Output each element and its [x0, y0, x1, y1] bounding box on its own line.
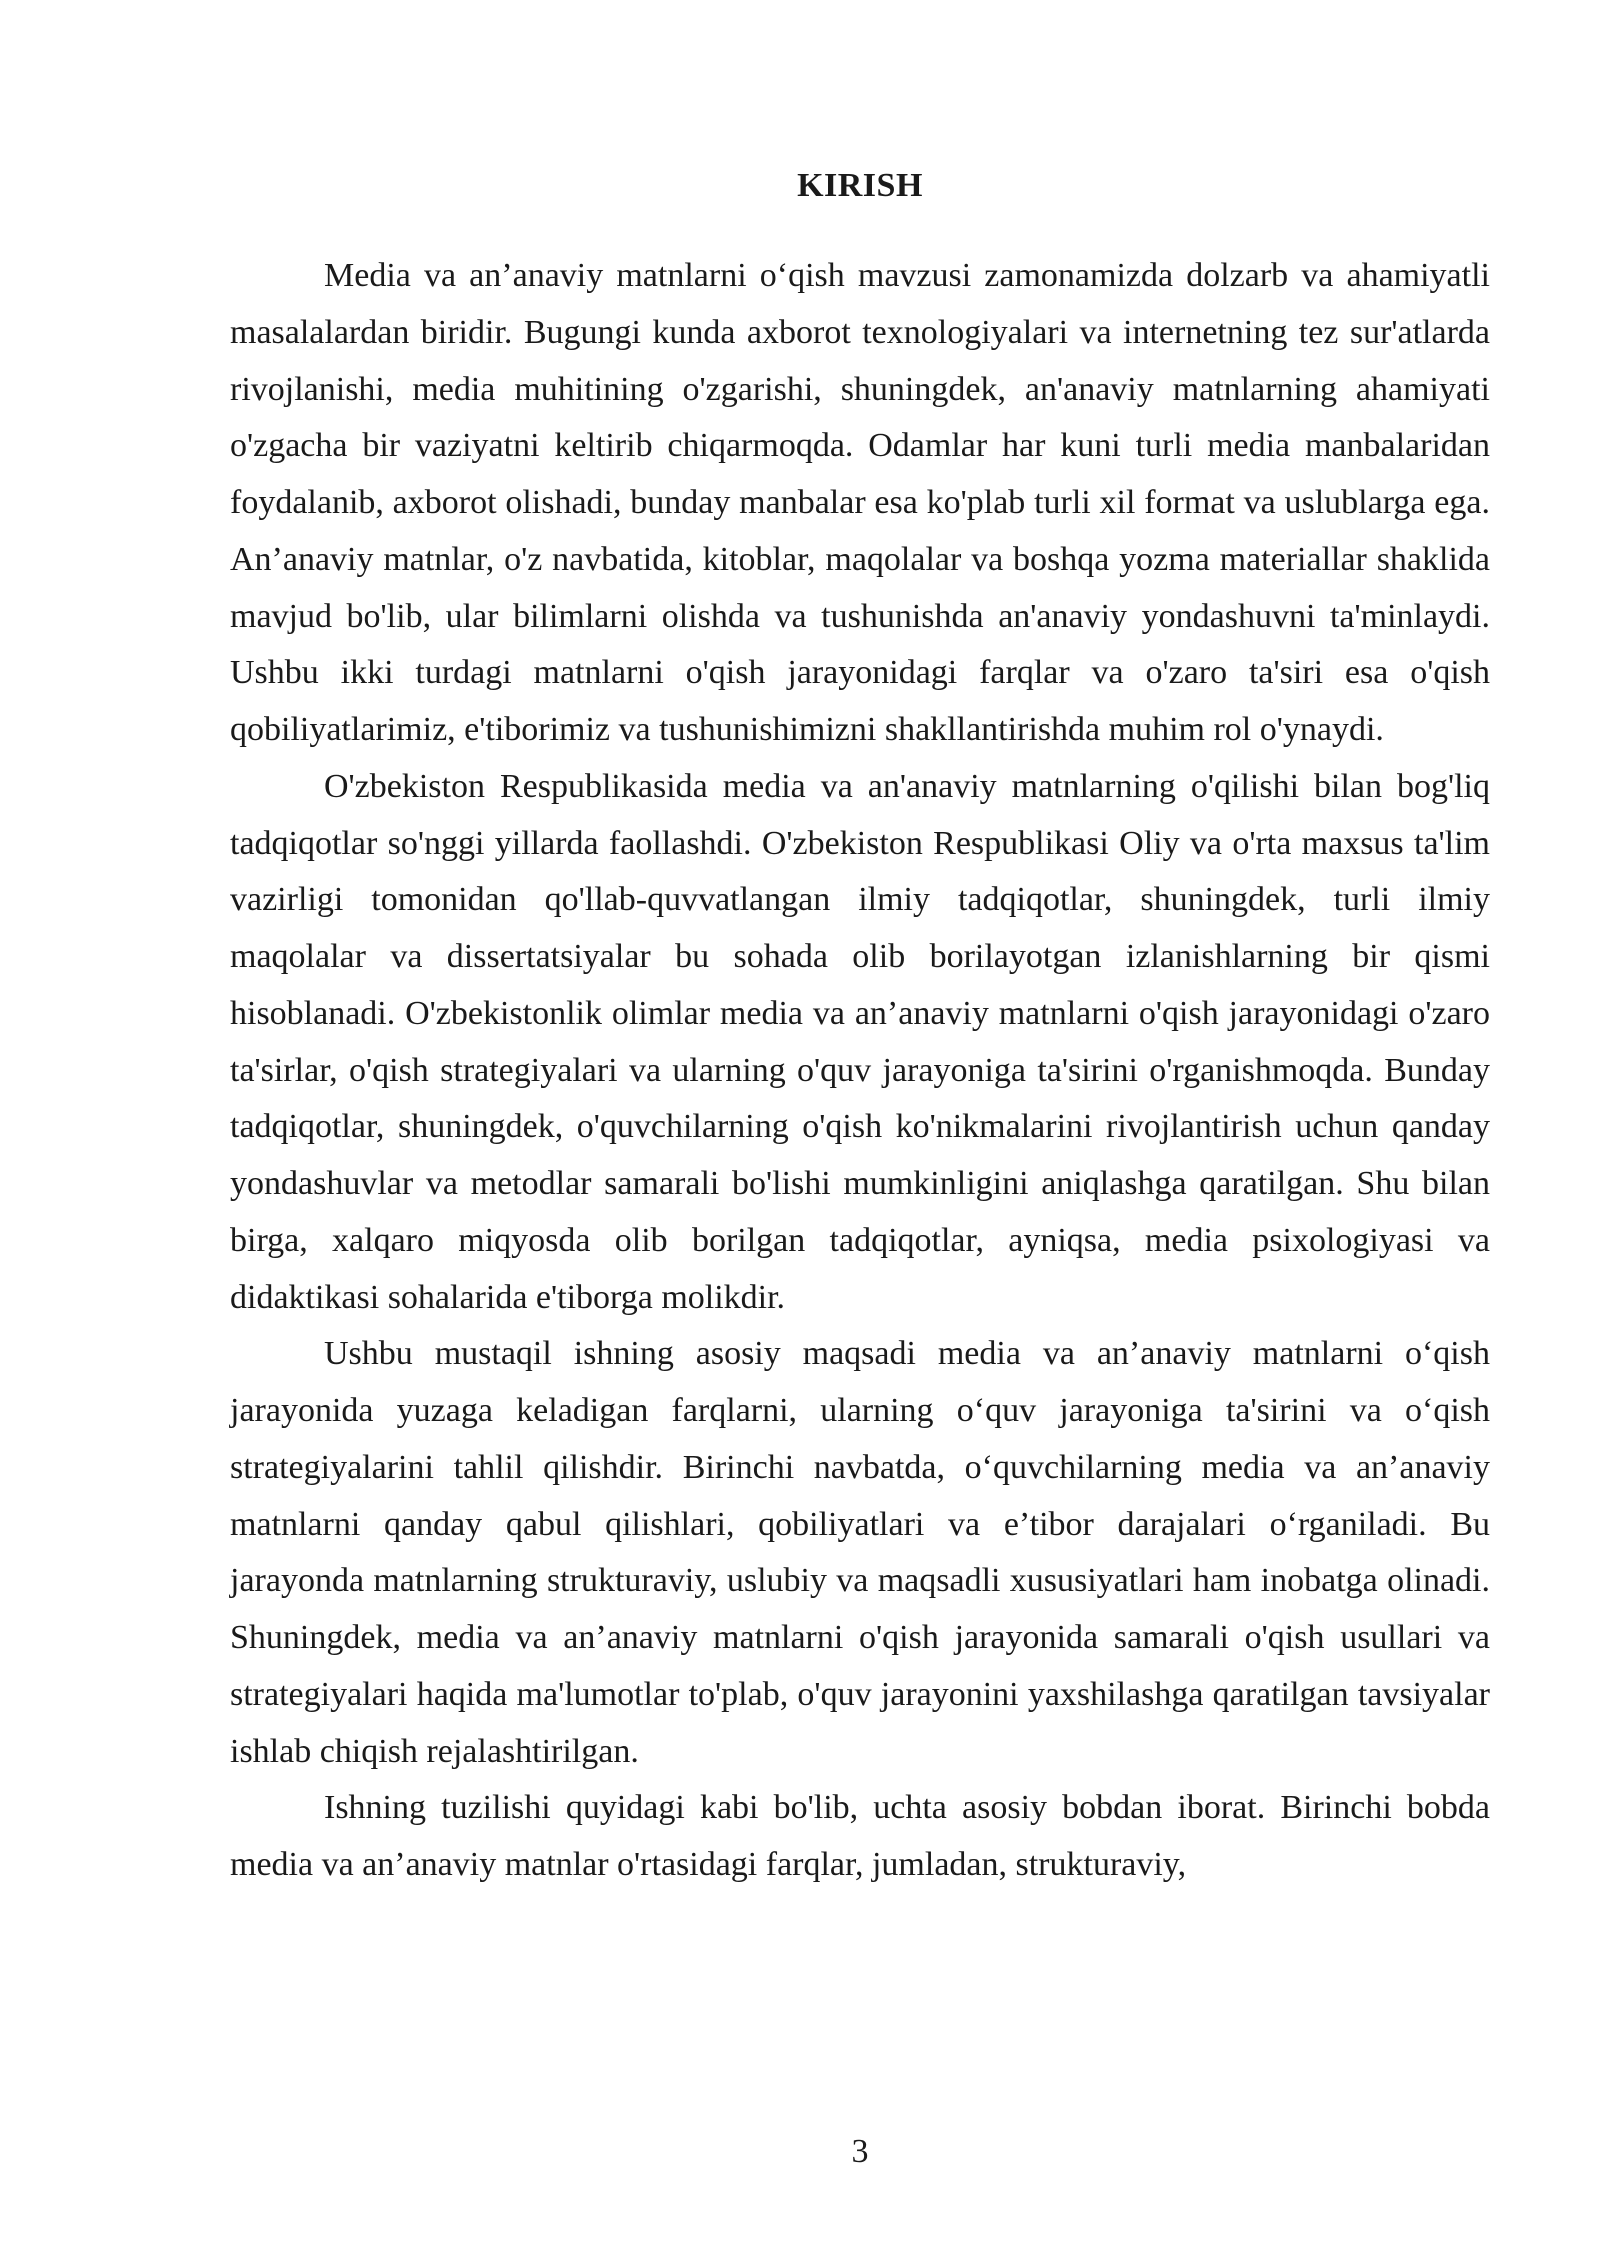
paragraph-structure: Ishning tuzilishi quyidagi kabi bo'lib, uchta asosiy bobdan iborat. Birinchi bobda media va an’anaviy matnlar o'rtasidagi farqlar, jumladan, strukturaviy, — [230, 1789, 1490, 1883]
document-page — [230, 0, 1490, 2262]
document-body — [230, 248, 1490, 1894]
paragraph-aim: Ushbu mustaqil ishning asosiy maqsadi media va an’anaviy matnlarni o‘qish jarayonida yuzaga keladigan farqlarni, ularning o‘quv jarayoniga ta'sirini va o‘qish strategiyalarini tahlil qilishdir. Birinchi navbatda, o‘quvchilarning media va an’anaviy matnlarni qanday qabul qilishlari, qobiliyatlari va e’tibor darajalari o‘rganiladi. Bu jarayonda matnlarning strukturaviy, uslubiy va maqsadli xususiyatlari ham inobatga olinadi. Shuningdek, media va an’anaviy matnlarni o'qish jarayonida samarali o'qish usullari va strategiyalari haqida ma'lumotlar to'plab, o'quv jarayonini yaxshilashga qaratilgan tavsiyalar ishlab chiqish rejalashtirilgan. — [230, 1335, 1490, 1770]
paragraph-intro: Media va an’anaviy matnlarni o‘qish mavzusi zamonamizda dolzarb va ahamiyatli masalalardan biridir. Bugungi kunda axborot texnologiyalari va internetning tez sur'atlarda rivojlanishi, media muhitining o'zgarishi, shuningdek, an'anaviy matnlarning ahamiyati o'zgacha bir vaziyatni keltirib chiqarmoqda. Odamlar har kuni turli media manbalaridan foydalanib, axborot olishadi, bunday manbalar esa ko'plab turli xil format va uslublarga ega. An’anaviy matnlar, o'z navbatida, kitoblar, maqolalar va boshqa yozma materiallar shaklida mavjud bo'lib, ular bilimlarni olishda va tushunishda an'anaviy yondashuvni ta'minlaydi. Ushbu ikki turdagi matnlarni o'qish jarayonidagi farqlar va o'zaro ta'siri esa o'qish qobiliyatlarimiz, e'tiborimiz va tushunishimizni shakllantirishda muhim rol o'ynaydi. — [230, 257, 1490, 748]
paragraph-uzbekistan-research: O'zbekiston Respublikasida media va an'anaviy matnlarning o'qilishi bilan bog'liq tadqiqotlar so'nggi yillarda faollashdi. O'zbekiston Respublikasi Oliy va o'rta maxsus ta'lim vazirligi tomonidan qo'llab-quvvatlangan ilmiy tadqiqotlar, shuningdek, turli ilmiy maqolalar va dissertatsiyalar bu sohada olib borilayotgan izlanishlarning bir qismi hisoblanadi. O'zbekistonlik olimlar media va an’anaviy matnlarni o'qish jarayonidagi o'zaro ta'sirlar, o'qish strategiyalari va ularning o'quv jarayoniga ta'sirini o'rganishmoqda. Bunday tadqiqotlar, shuningdek, o'quvchilarning o'qish ko'nikmalarini rivojlantirish uchun qanday yondashuvlar va metodlar samarali bo'lishi mumkinligini aniqlashga qaratilgan. Shu bilan birga, xalqaro miqyosda olib borilgan tadqiqotlar, ayniqsa, media psixologiyasi va didaktikasi sohalarida e'tiborga molikdir. — [230, 767, 1490, 1316]
page-number: 3 — [851, 2133, 869, 2170]
section-title: KIRISH — [797, 167, 923, 204]
